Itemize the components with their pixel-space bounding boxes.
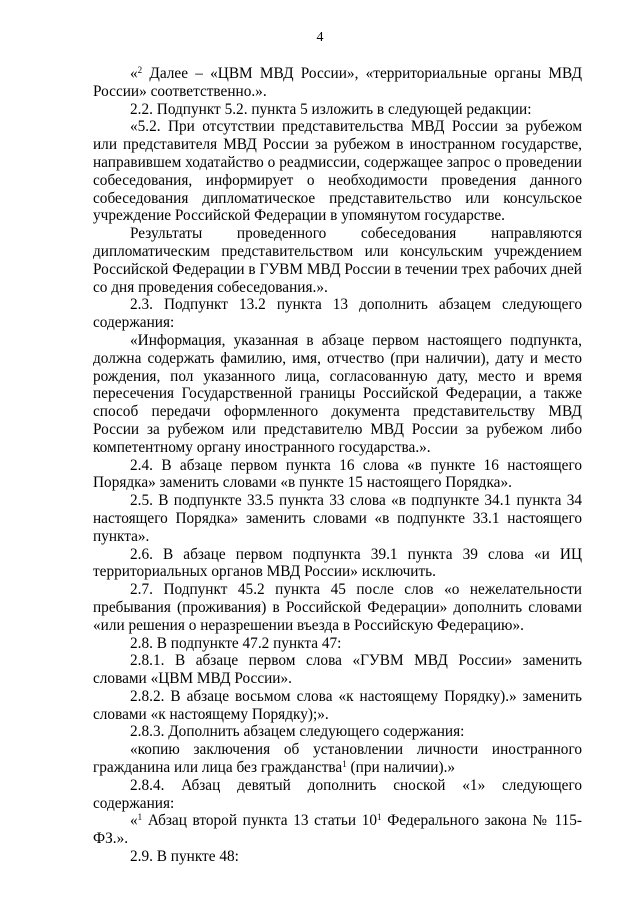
paragraph-2-2: 2.2. Подпункт 5.2. пункта 5 изложить в следующей редакции: — [130, 100, 532, 118]
paragraph-2-8-3: 2.8.3. Дополнить абзацем следующего содержания: — [130, 723, 465, 741]
paragraph-2-6: 2.6. В абзаце первом подпункта 39.1 пункта 39 слова «и ИЦ территориальных органов МВД России» исключить. — [93, 545, 582, 581]
paragraph-2-8-1: 2.8.1. В абзаце первом слова «ГУВМ МВД России» заменить словами «ЦВМ МВД России». — [93, 652, 582, 688]
paragraph-information-quote: «Информация, указанная в абзаце первом настоящего подпункта, должна содержать фамилию, имя, отчество (при наличии), дату и место рождения, пол указанного лица, согласованную дату, место и время пересечения Государственной границы Российской Федерации, а также способ передачи оформленного документа представительству МВД России за рубежом или представителю МВД России за рубежом либо компетентному органу иностранного государства.». — [93, 331, 582, 456]
document-body — [93, 65, 582, 866]
paragraph-results: Результаты проведенного собеседования направляются дипломатическим представительством или консульским учреждением Российской Федерации в ГУВМ МВД России в течении трех рабочих дней со дня проведения собеседования.». — [93, 225, 582, 296]
footnote-mark: 1 — [137, 812, 143, 823]
paragraph-2-3: 2.3. Подпункт 13.2 пункта 13 дополнить абзацем следующего содержания: — [93, 296, 582, 332]
paragraph-2-9: 2.9. В пункте 48: — [130, 848, 239, 866]
paragraph-2-4: 2.4. В абзаце первом пункта 16 слова «в пункте 16 настоящего Порядка» заменить словами «в пункте 15 настоящего Порядка». — [93, 456, 582, 492]
paragraph-footnote-1: «$^1$ Абзац второй пункта 13 статьи $10^1$ Федерального закона № 115-ФЗ.». — [93, 812, 582, 848]
paragraph-2-7: 2.7. Подпункт 45.2 пункта 45 после слов «о нежелательности пребывания (проживания) в Российской Федерации» дополнить словами «или решения о неразрешении въезда в Российскую Федерацию». — [93, 581, 582, 634]
paragraph-2-8-4: 2.8.4. Абзац девятый дополнить сноской «1» следующего содержания: — [93, 776, 582, 812]
footnote-mark: 2 — [137, 65, 143, 75]
paragraph-footnote-2: «$^2$ Далее – «ЦВМ МВД России», «территориальные органы МВД России» соответственно.». — [93, 65, 582, 100]
paragraph-copy-quote: «копию заключения об установлении личности иностранного гражданина или лица без гражданства$^1$ (при наличии).» — [93, 741, 582, 777]
superscript-mark: 1 — [377, 812, 382, 823]
page-number: 4 — [316, 30, 324, 45]
paragraph-5-2-quote: «5.2. При отсутствии представительства МВД России за рубежом или представителя МВД России за рубежом в иностранном государстве, направившем ходатайство о реадмиссии, содержащее запрос о проведении собеседования, информирует о необходимости проведения данного собеседования дипломатическое представительство или консульское учреждение Российской Федерации в упомянутом государстве. — [93, 118, 582, 225]
footnote-mark: 1 — [342, 759, 347, 770]
paragraph-2-8: 2.8. В подпункте 47.2 пункта 47: — [130, 634, 342, 652]
paragraph-2-5: 2.5. В подпункте 33.5 пункта 33 слова «в подпункте 34.1 пункта 34 настоящего Порядка» заменить словами «в подпункте 33.1 настоящего пункта». — [93, 492, 582, 545]
paragraph-2-8-2: 2.8.2. В абзаце восьмом слова «к настоящему Порядку).» заменить словами «к настоящему Порядку);». — [93, 687, 582, 723]
